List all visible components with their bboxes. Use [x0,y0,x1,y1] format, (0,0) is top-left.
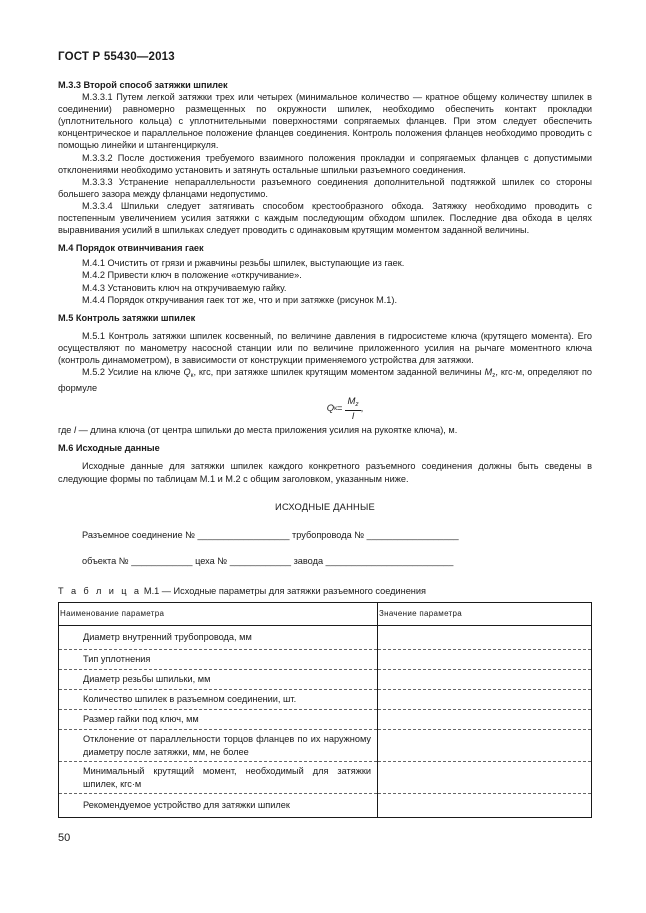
table-header-name: Наименование параметра [59,603,378,626]
table-cell-value [378,670,592,690]
table-cell-value [378,730,592,762]
table-cell-name: Рекомендуемое устройство для затяжки шпилек [59,794,378,818]
table-row [59,650,592,670]
paragraph-m333: М.3.3.3 Устранение непараллельности разъемного соединения дополнительной подтяжкой шпилек со стороны большего зазора между фланцами недопустимо. [58,176,592,199]
page-number: 50 [58,832,71,844]
table-cell-value [378,794,592,818]
paragraph-m331: М.3.3.1 Путем легкой затяжки трех или четырех (минимальное количество — кратное общему количеству шпилек в соединении) равномерно размещенных по окружности шпилек, необходимо обеспечить контакт прокладки (уплотнительного кольца) с уплотнительными поверхностями сопрягаемых фланцев. При этом следует обеспечить концентрическое и параллельное положение фланцев соединения. Контроль положения фланцев необходимо проводить с помощью линейки и штангенциркуля. [58,92,592,151]
table-cell-value [378,650,592,670]
section-m6-title: М.6 Исходные данные [58,443,160,454]
table-row [59,794,592,818]
table-header-value: Значение параметра [378,603,592,626]
section-m4-title: М.4 Порядок отвинчивания гаек [58,243,204,254]
table-cell-value [378,710,592,730]
paragraph-m44: М.4.4 Порядок откручивания гаек тот же, что и при затяжке (рисунок М.1). [82,294,398,305]
paragraph-m51: М.5.1 Контроль затяжки шпилек косвенный, по величине давления в гидросистеме ключа (крутящего момента). Его осуществляют по манометру насосной станции или по величине приложенного усилия на рычаге моментного ключа (контроль динамометром), в зависимости от конструкции применяемого устройства для затяжки. [58,330,592,365]
form-line-connection: Разъемное соединение № __________________ трубопровода № __________________ [82,529,459,540]
paragraph-m42: М.4.2 Привести ключ в положение «откручивание». [82,270,302,281]
table-cell-name: Диаметр внутренний трубопровода, мм [59,626,378,650]
formula-where: где l — длина ключа (от центра шпильки до места приложения усилия на рукоятке ключа), м. [58,425,458,436]
table-row [59,762,592,794]
paragraph-m332: М.3.3.2 После достижения требуемого взаимного положения прокладки и сопрягаемых фланцев с допустимыми отклонениями необходимо установить и затянуть остальные шпильки разъемного соединения. [58,152,592,175]
section-m5-title: М.5 Контроль затяжки шпилек [58,312,196,323]
formula-fraction: $\frac{M_z}{l}$ [347,396,359,423]
paragraph-m41: М.4.1 Очистить от грязи и ржавчины резьбы шпилек, выступающие из гаек. [82,258,405,269]
paragraph-m43: М.4.3 Установить ключ на откручиваемую гайку. [82,282,287,293]
table-cell-value [378,762,592,794]
table-row [59,690,592,710]
table-row [59,670,592,690]
parameters-table [58,602,592,818]
table-row [59,626,592,650]
table-cell-name: Диаметр резьбы шпильки, мм [59,670,378,690]
form-line-object: объекта № ____________ цеха № ____________ завода _________________________ [82,555,454,566]
table-cell-name: Количество шпилек в разъемном соединении, шт. [59,690,378,710]
table-cell-value [378,626,592,650]
section-m33-title: М.3.3 Второй способ затяжки шпилек [58,80,228,90]
paragraph-m6: Исходные данные для затяжки шпилек каждого конкретного разъемного соединения должны быть сведены в следующие формы по таблицам М.1 и М.2 с общим заголовком, указанным ниже. [58,461,592,484]
paragraph-m52: М.5.2 Усилие на ключе $Q_к$, кгс, при затяжке шпилек крутящим моментом заданной величины $M_z$, кгс·м, определяют по формуле [58,367,592,394]
table-cell-name: Тип уплотнения [59,650,378,670]
document-header: ГОСТ Р 55430—2013 [58,51,175,63]
table-cell-name: Минимальный крутящий момент, необходимый для затяжки шпилек, кгс·м [59,762,378,794]
table-cell-name: Отклонение от параллельности торцов фланцев по их наружному диаметру после затяжки, мм, не более [59,730,378,762]
table-cell-value [378,690,592,710]
table-caption: Т а б л и ц а М.1 — Исходные параметры для затяжки разъемного соединения [58,585,426,596]
table-cell-name: Размер гайки под ключ, мм [59,710,378,730]
table-row [59,710,592,730]
table-row [59,730,592,762]
document-body [58,79,592,818]
form-title: ИСХОДНЫЕ ДАННЫЕ [275,500,375,512]
formula-force: Q к = $\frac{M_z}{l}$ , [326,396,364,423]
paragraph-m334: М.3.3.4 Шпильки следует затягивать способом крестообразного обхода. Затяжку необходимо проводить с постепенным увеличением усилия затяжки с каждым последующим обходом шпилек. Последние два обхода в целях выравнивания усилий в шпильках следует проводить с одинаковым крутящим моментом заданной величины. [58,200,592,236]
